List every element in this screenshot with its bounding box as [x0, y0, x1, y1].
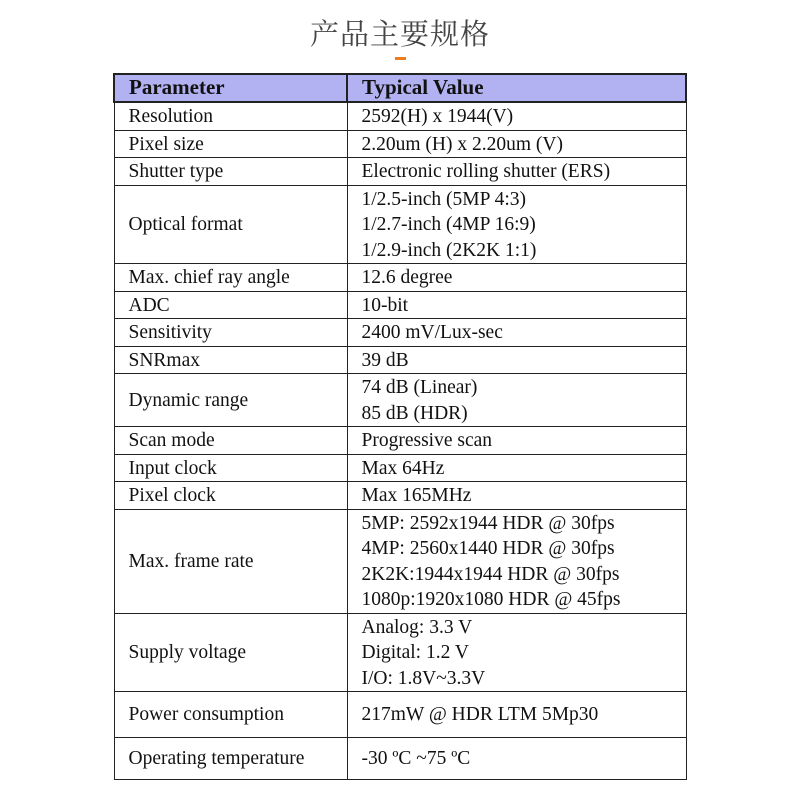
value-cell [347, 509, 686, 613]
parameter-cell: Max. frame rate [114, 509, 347, 613]
table-row [114, 738, 686, 780]
table-row [114, 291, 686, 319]
value-cell [347, 185, 686, 264]
parameter-cell: Sensitivity [114, 319, 347, 347]
parameter-cell: Supply voltage [114, 613, 347, 692]
value-line: Max 165MHz [361, 485, 472, 506]
parameter-cell: Pixel size [114, 130, 347, 158]
table-row [114, 427, 686, 455]
parameter-cell: Max. chief ray angle [114, 264, 347, 292]
value-line: 1/2.7-inch (4MP 16:9) [361, 214, 536, 235]
table-row [114, 482, 686, 510]
value-cell [347, 264, 686, 292]
value-line: 217mW @ HDR LTM 5Mp30 [361, 704, 599, 726]
parameter-cell: Scan mode [114, 427, 347, 455]
value-cell [347, 158, 686, 186]
value-cell [347, 319, 686, 347]
value-cell [347, 692, 686, 738]
value-line: 2400 mV/Lux-sec [361, 322, 503, 343]
value-cell [347, 482, 686, 510]
value-line: 85 dB (HDR) [361, 402, 468, 424]
table-row [114, 319, 686, 347]
parameter-cell: Operating temperature [114, 738, 347, 780]
value-line: 12.6 degree [361, 267, 453, 288]
parameter-cell: Dynamic range [114, 374, 347, 427]
page-title: 产品主要规格 [309, 17, 490, 51]
value-line: 1/2.9-inch (2K2K 1:1) [361, 239, 537, 261]
table-row [114, 185, 686, 264]
title-accent-bar [395, 57, 406, 60]
value-line: Analog: 3.3 V [361, 616, 473, 638]
value-line: 1/2.5-inch (5MP 4:3) [361, 188, 526, 210]
table-row [114, 613, 686, 692]
table-row [114, 454, 686, 482]
parameter-cell: Optical format [114, 185, 347, 264]
value-line: 5MP: 2592x1944 HDR @ 30fps [361, 512, 615, 534]
value-cell [347, 427, 686, 455]
value-cell [347, 102, 686, 130]
parameter-cell: Power consumption [114, 692, 347, 738]
parameter-cell: Shutter type [114, 158, 347, 186]
value-line: Digital: 1.2 V [361, 642, 469, 663]
value-line: 2.20um (H) x 2.20um (V) [361, 133, 563, 155]
spec-table [113, 73, 687, 780]
parameter-cell: Input clock [114, 454, 347, 482]
table-row [114, 509, 686, 613]
header-typical-value: Typical Value [347, 74, 686, 102]
value-line: 4MP: 2560x1440 HDR @ 30fps [361, 538, 615, 559]
header-parameter: Parameter [114, 74, 347, 102]
value-cell [347, 738, 686, 780]
value-line: Max 64Hz [361, 457, 445, 479]
table-row [114, 692, 686, 738]
value-cell [347, 374, 686, 427]
table-row [114, 346, 686, 374]
table-row [114, 158, 686, 186]
table-row [114, 374, 686, 427]
table-row [114, 102, 686, 130]
value-line: I/O: 1.8V~3.3V [361, 667, 486, 689]
value-line: 39 dB [361, 349, 409, 371]
parameter-cell: Resolution [114, 102, 347, 130]
table-header-row [114, 74, 686, 102]
value-line: Progressive scan [361, 430, 493, 451]
table-row [114, 264, 686, 292]
parameter-cell: Pixel clock [114, 482, 347, 510]
value-line: 2592(H) x 1944(V) [361, 106, 514, 127]
parameter-cell: ADC [114, 291, 347, 319]
value-line: Electronic rolling shutter (ERS) [361, 161, 611, 182]
value-line: 2K2K:1944x1944 HDR @ 30fps [361, 563, 620, 585]
parameter-cell: SNRmax [114, 346, 347, 374]
value-cell [347, 454, 686, 482]
value-cell [347, 346, 686, 374]
table-row [114, 130, 686, 158]
value-line: 74 dB (Linear) [361, 377, 478, 398]
value-line: 10-bit [361, 294, 409, 316]
value-cell [347, 130, 686, 158]
value-cell [347, 291, 686, 319]
value-line: -30 ºC ~75 ºC [361, 748, 471, 770]
value-line: 1080p:1920x1080 HDR @ 45fps [361, 589, 621, 610]
value-cell [347, 613, 686, 692]
spec-table-body [114, 102, 686, 780]
